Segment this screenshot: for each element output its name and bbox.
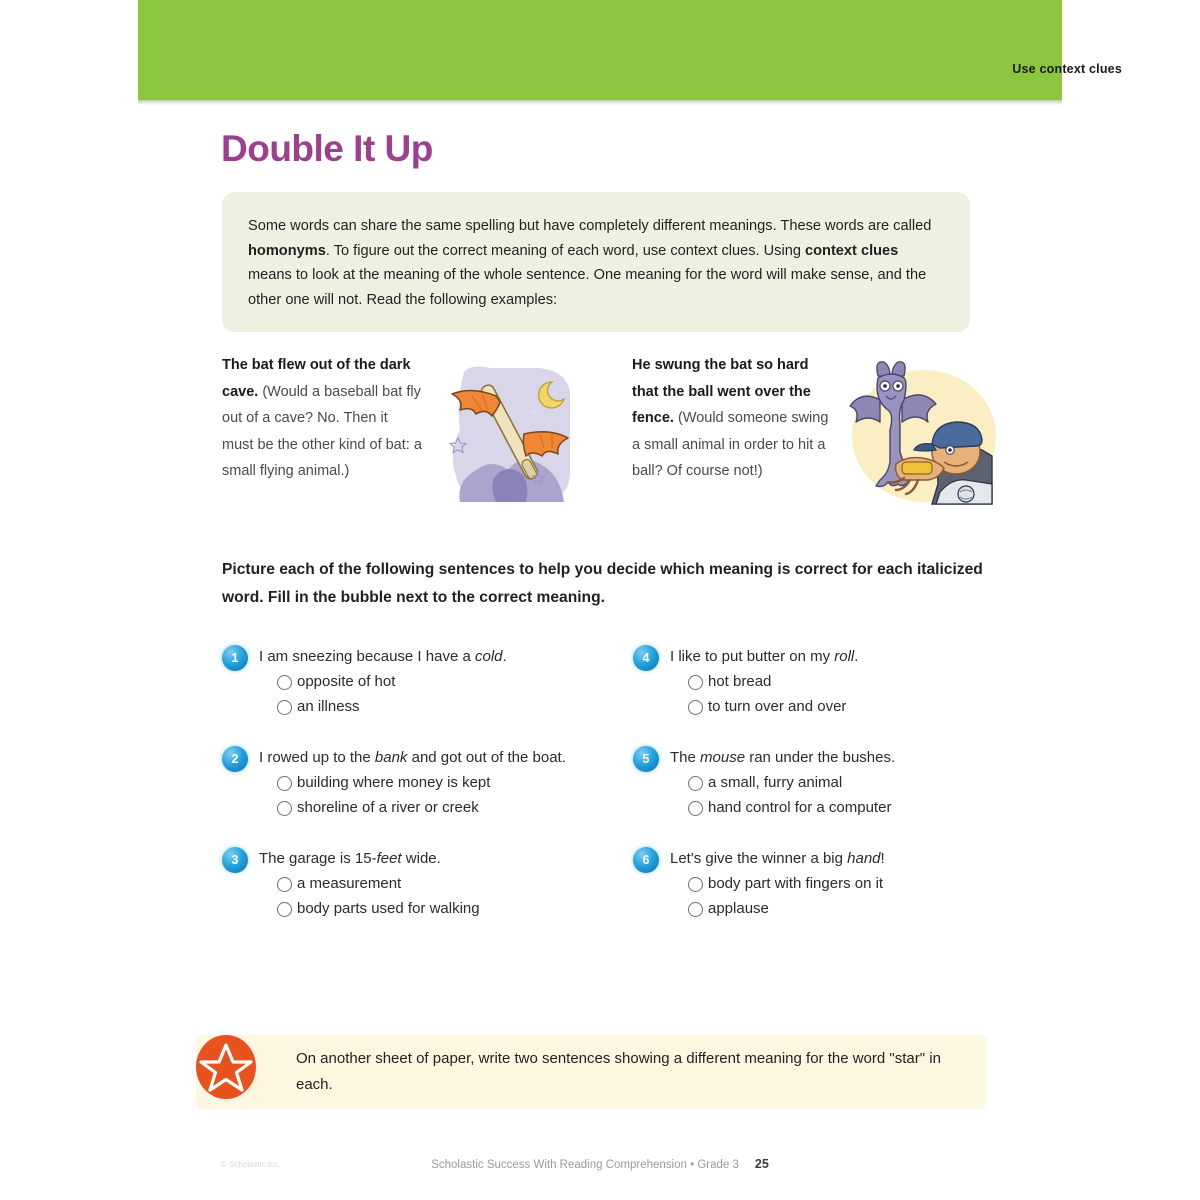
question-item-1	[222, 644, 611, 719]
question-stem	[259, 846, 611, 871]
question-stem	[670, 846, 1022, 871]
answer-bubble-icon[interactable]	[688, 877, 703, 892]
answer-choice[interactable]	[277, 896, 611, 921]
intro-text-b: . To figure out the correct meaning of each word, use context clues. Using	[325, 242, 805, 259]
answer-choice-label: body part with fingers on it	[708, 875, 884, 892]
intro-bold-homonyms: homonyms	[248, 242, 326, 259]
question-stem	[670, 745, 1022, 770]
footer-book-title: Scholastic Success With Reading Comprehension • Grade 3	[431, 1159, 739, 1171]
header-green-band	[138, 0, 1062, 100]
bonus-callout-box	[196, 1035, 986, 1109]
bat-with-wings-cave-illustration	[430, 352, 590, 517]
example-2-text	[632, 352, 832, 517]
question-number-badge: 2	[222, 746, 248, 772]
example-1-lead: The bat flew out of the dark cave.	[222, 357, 411, 400]
footer-page-number: 25	[754, 1157, 769, 1171]
answer-bubble-icon[interactable]	[688, 776, 703, 791]
question-body	[670, 846, 1022, 921]
question-body	[670, 644, 1022, 719]
stem-italic-word: bank	[374, 749, 408, 766]
answer-choice-label: an illness	[297, 698, 360, 715]
answer-bubble-icon[interactable]	[688, 902, 703, 917]
stem-after: .	[502, 648, 507, 665]
example-block-2	[632, 352, 1022, 517]
answer-bubble-icon[interactable]	[688, 700, 703, 715]
questions-column-left	[222, 644, 611, 947]
answer-bubble-icon[interactable]	[688, 675, 703, 690]
question-item-6	[633, 846, 1022, 921]
answer-choice[interactable]	[688, 669, 1022, 694]
answer-choice-label: building where money is kept	[297, 774, 491, 791]
question-number-badge: 4	[633, 645, 659, 671]
answer-choice[interactable]	[277, 694, 611, 719]
stem-after: .	[854, 648, 859, 665]
answer-bubble-icon[interactable]	[277, 776, 292, 791]
footer-center	[0, 1157, 1200, 1171]
intro-bold-context-clues: context clues	[805, 242, 899, 259]
answer-choice[interactable]	[277, 770, 611, 795]
answer-bubble-icon[interactable]	[277, 877, 292, 892]
stem-before: I rowed up to the	[259, 749, 375, 766]
stem-after: ran under the bushes.	[745, 749, 896, 766]
header-band-shadow	[138, 100, 1062, 105]
stem-after: !	[880, 850, 885, 867]
stem-italic-word: cold	[474, 648, 503, 665]
intro-paragraph	[248, 214, 944, 312]
answer-choice[interactable]	[277, 669, 611, 694]
question-body	[259, 745, 611, 820]
answer-choice[interactable]	[688, 795, 1022, 820]
stem-after: and got out of the boat.	[407, 749, 566, 766]
skill-label: Use context clues	[1012, 62, 1122, 76]
answer-choice-label: hot bread	[708, 673, 772, 690]
answer-choice[interactable]	[277, 871, 611, 896]
answer-choice-label: a measurement	[297, 875, 402, 892]
question-stem	[259, 644, 611, 669]
star-icon	[190, 1031, 262, 1103]
answer-choice-label: applause	[708, 900, 769, 917]
directions-text: Picture each of the following sentences to help you decide which meaning is correct for each italicized word. Fill in the bubble next to the correct meaning.	[222, 561, 983, 606]
example-2-lead: He swung the bat so hard that the ball went over the fence.	[632, 357, 811, 426]
answer-choice[interactable]	[277, 795, 611, 820]
stem-italic-word: hand	[847, 850, 881, 867]
answer-choice[interactable]	[688, 694, 1022, 719]
question-number-badge: 5	[633, 746, 659, 772]
page-title: Double It Up	[221, 128, 433, 169]
example-1-explanation: (Would a baseball bat fly out of a cave? No. Then it must be the other kind of bat: a small flying animal.)	[222, 383, 422, 479]
stem-italic-word: roll	[834, 648, 855, 665]
question-item-2	[222, 745, 611, 820]
bonus-callout-text: On another sheet of paper, write two sentences showing a different meaning for the word "star" in each.	[296, 1050, 941, 1093]
questions-area	[222, 644, 1022, 947]
intro-text-c: means to look at the meaning of the whole sentence. One meaning for the word will make sense, and the other one will not. Read the following examples:	[248, 267, 927, 308]
answer-choice-label: to turn over and over	[708, 698, 847, 715]
answer-choice-label: a small, furry animal	[708, 774, 843, 791]
example-block-1	[222, 352, 612, 517]
answer-choice-label: shoreline of a river or creek	[297, 799, 479, 816]
question-item-4	[633, 644, 1022, 719]
answer-bubble-icon[interactable]	[277, 675, 292, 690]
question-body	[259, 846, 611, 921]
answer-bubble-icon[interactable]	[277, 700, 292, 715]
answer-bubble-icon[interactable]	[277, 801, 292, 816]
question-body	[259, 644, 611, 719]
answer-choice-label: body parts used for walking	[297, 900, 480, 917]
answer-choice[interactable]	[688, 896, 1022, 921]
examples-row	[222, 352, 1022, 517]
question-body	[670, 745, 1022, 820]
stem-italic-word: feet	[376, 850, 402, 867]
question-number-badge: 3	[222, 847, 248, 873]
answer-bubble-icon[interactable]	[688, 801, 703, 816]
answer-choice[interactable]	[688, 770, 1022, 795]
answer-bubble-icon[interactable]	[277, 902, 292, 917]
stem-before: The garage is 15-	[259, 850, 377, 867]
intro-box	[222, 192, 970, 332]
question-number-badge: 6	[633, 847, 659, 873]
answer-choice-label: opposite of hot	[297, 673, 396, 690]
stem-italic-word: mouse	[700, 749, 746, 766]
question-stem	[259, 745, 611, 770]
intro-text-a: Some words can share the same spelling but have completely different meanings. These words are called	[248, 218, 932, 234]
example-1-text	[222, 352, 422, 517]
stem-before: I am sneezing because I have a	[259, 648, 475, 665]
stem-after: wide.	[401, 850, 441, 867]
questions-column-right	[633, 644, 1022, 947]
answer-choice-label: hand control for a computer	[708, 799, 892, 816]
question-number-badge: 1	[222, 645, 248, 671]
question-stem	[670, 644, 1022, 669]
answer-choice[interactable]	[688, 871, 1022, 896]
question-item-3	[222, 846, 611, 921]
footer-copyright: © Scholastic Inc.	[221, 1160, 281, 1169]
question-item-5	[633, 745, 1022, 820]
example-2-explanation: (Would someone swing a small animal in order to hit a ball? Of course not!)	[632, 410, 829, 479]
batter-swinging-animal-bat-illustration	[840, 352, 1000, 517]
stem-before: Let's give the winner a big	[670, 850, 848, 867]
stem-before: I like to put butter on my	[670, 648, 835, 665]
stem-before: The	[670, 749, 701, 766]
